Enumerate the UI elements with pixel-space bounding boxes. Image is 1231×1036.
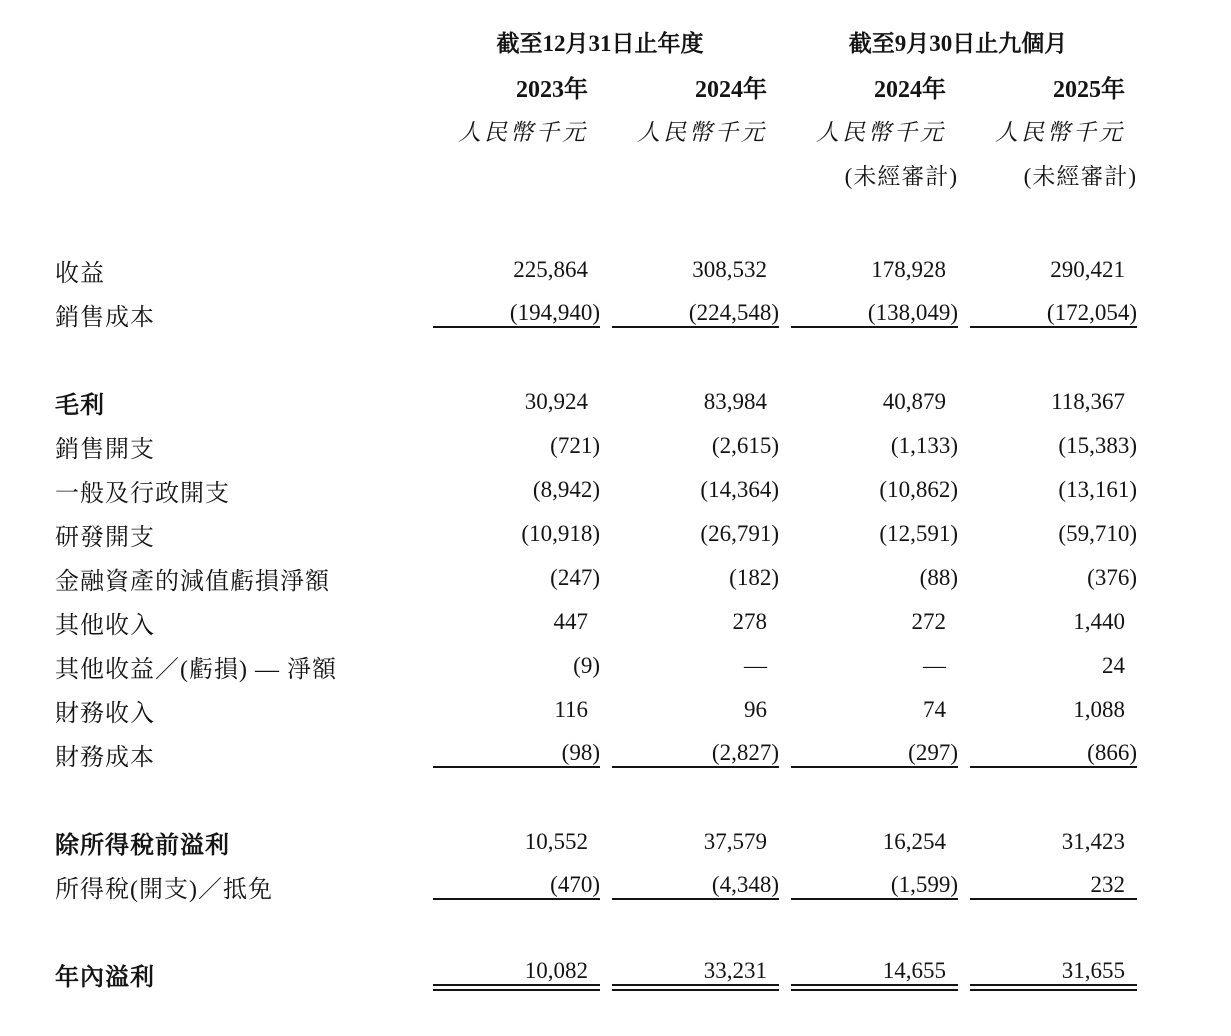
table-row-selling-expenses (55, 424, 1137, 468)
group-header-year-ended: 截至12月31日止年度 (496, 30, 704, 56)
cell-value: (182) (729, 565, 779, 590)
row-label: 其他收益／(虧損) — 淨額 (55, 656, 337, 683)
table-row-other-income (55, 600, 1137, 644)
table-row-other-gains-losses-net (55, 644, 1137, 688)
cell-value: (10,862) (879, 477, 958, 502)
table-row-rd-expenses (55, 512, 1137, 556)
cell-value: (26,791) (700, 521, 779, 546)
cell-value: 40,879 (882, 389, 946, 414)
group-header-nine-months: 截至9月30日止九個月 (848, 30, 1068, 56)
cell-value: (2,827) (612, 740, 779, 768)
cell-value: 10,552 (524, 829, 588, 854)
table-row-general-admin-expenses (55, 468, 1137, 512)
table-row-cost-of-sales (55, 292, 1137, 336)
header-gap (55, 196, 1137, 248)
cell-value: (297) (791, 740, 958, 768)
year-header-row (55, 64, 1137, 108)
table-row-profit-for-the-year (55, 952, 1137, 996)
cell-value: 10,082 (433, 958, 600, 991)
row-label: 所得稅(開支)／抵免 (55, 876, 273, 903)
cell-value: 1,088 (1073, 697, 1125, 722)
table-row-revenue (55, 248, 1137, 292)
cell-value: 116 (554, 697, 588, 722)
cell-value: (194,940) (433, 300, 600, 328)
cell-value: — (923, 653, 946, 678)
year-header: 2025年 (1053, 76, 1125, 103)
cell-value: 1,440 (1073, 609, 1125, 634)
cell-value: (866) (970, 740, 1137, 768)
cell-value: 31,423 (1061, 829, 1125, 854)
section-spacer (55, 776, 1137, 820)
row-label: 研發開支 (55, 524, 155, 551)
cell-value: (14,364) (700, 477, 779, 502)
cell-value: 290,421 (1050, 257, 1125, 282)
cell-value: (10,918) (521, 521, 600, 546)
table-row-gross-profit (55, 380, 1137, 424)
cell-value: (247) (550, 565, 600, 590)
cell-value: 31,655 (970, 958, 1137, 991)
cell-value: (4,348) (612, 872, 779, 900)
note-header-row (55, 152, 1137, 196)
year-header: 2024年 (695, 76, 767, 103)
cell-value: (98) (433, 740, 600, 768)
cell-value: (721) (550, 433, 600, 458)
section-spacer (55, 336, 1137, 380)
cell-value: 308,532 (692, 257, 767, 282)
row-label: 財務成本 (55, 744, 155, 771)
row-label: 一般及行政開支 (55, 480, 230, 507)
cell-value: 16,254 (882, 829, 946, 854)
year-header: 2024年 (874, 76, 946, 103)
cell-value: (224,548) (612, 300, 779, 328)
table-row-finance-costs (55, 732, 1137, 776)
cell-value: 232 (970, 872, 1137, 900)
cell-value: (13,161) (1058, 477, 1137, 502)
cell-value: 272 (911, 609, 946, 634)
unit-header: 人民幣千元 (458, 119, 588, 145)
table-row-impairment-losses (55, 556, 1137, 600)
cell-value: (15,383) (1058, 433, 1137, 458)
column-group-header-row (55, 18, 1137, 64)
cell-value: 83,984 (703, 389, 767, 414)
note-header-unaudited: (未經審計) (844, 163, 958, 189)
cell-value: 278 (732, 609, 767, 634)
unit-header: 人民幣千元 (816, 119, 946, 145)
cell-value: (2,615) (711, 433, 779, 458)
cell-value: — (744, 653, 767, 678)
cell-value: 225,864 (513, 257, 588, 282)
row-label: 毛利 (55, 392, 105, 419)
row-label: 銷售成本 (55, 304, 155, 331)
cell-value: 96 (744, 697, 767, 722)
cell-value: (1,599) (791, 872, 958, 900)
cell-value: 37,579 (703, 829, 767, 854)
unit-header: 人民幣千元 (637, 119, 767, 145)
unit-header: 人民幣千元 (995, 119, 1125, 145)
cell-value: (1,133) (890, 433, 958, 458)
cell-value: 30,924 (524, 389, 588, 414)
row-label: 銷售開支 (55, 436, 155, 463)
row-label: 金融資產的減值虧損淨額 (55, 568, 330, 595)
row-label: 收益 (55, 260, 105, 287)
row-label: 財務收入 (55, 700, 155, 727)
cell-value: (470) (433, 872, 600, 900)
cell-value: 33,231 (612, 958, 779, 991)
note-header-unaudited: (未經審計) (1023, 163, 1137, 189)
section-spacer (55, 908, 1137, 952)
cell-value: 14,655 (791, 958, 958, 991)
cell-value: 447 (553, 609, 588, 634)
cell-value: (12,591) (879, 521, 958, 546)
cell-value: 74 (923, 697, 946, 722)
cell-value: (9) (573, 653, 600, 678)
cell-value: 118,367 (1051, 389, 1125, 414)
unit-header-row (55, 108, 1137, 152)
row-label: 其他收入 (55, 612, 155, 639)
cell-value: (59,710) (1058, 521, 1137, 546)
row-label: 除所得稅前溢利 (55, 832, 230, 859)
row-label: 年內溢利 (55, 964, 155, 991)
cell-value: (88) (919, 565, 958, 590)
table-row-profit-before-tax (55, 820, 1137, 864)
cell-value: 24 (1102, 653, 1125, 678)
cell-value: 178,928 (871, 257, 946, 282)
cell-value: (376) (1087, 565, 1137, 590)
year-header: 2023年 (516, 76, 588, 103)
cell-value: (138,049) (791, 300, 958, 328)
table-row-finance-income (55, 688, 1137, 732)
table-row-income-tax (55, 864, 1137, 908)
cell-value: (8,942) (532, 477, 600, 502)
cell-value: (172,054) (970, 300, 1137, 328)
